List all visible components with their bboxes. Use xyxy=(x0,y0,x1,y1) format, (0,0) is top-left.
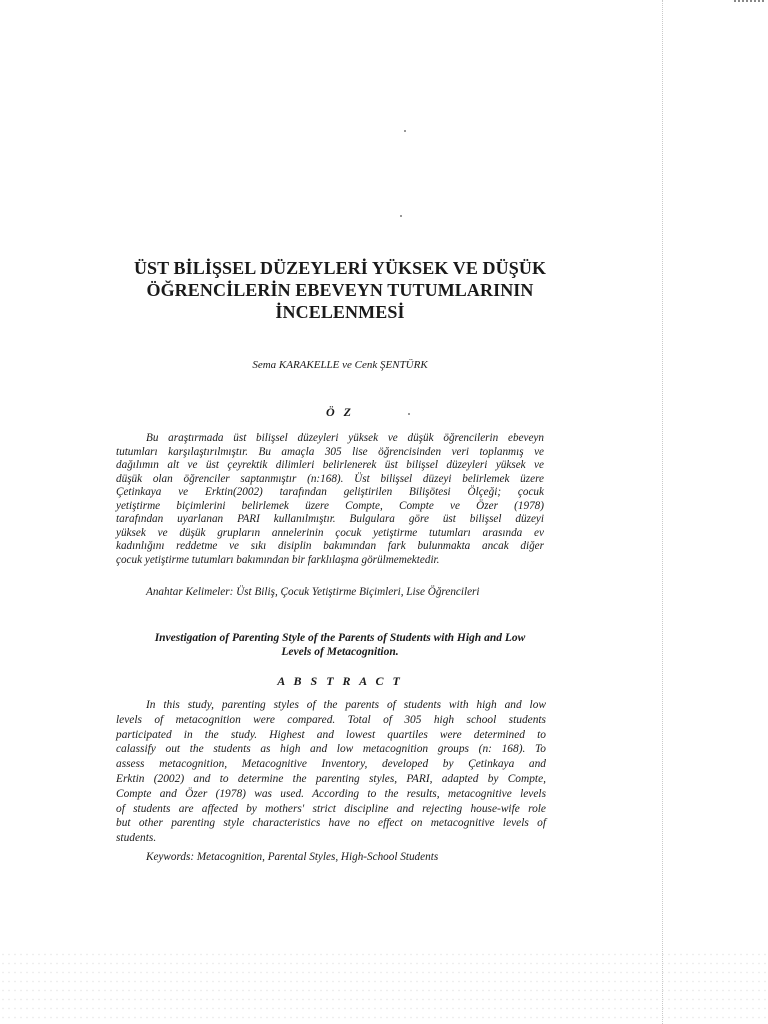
title-line: ÖĞRENCİLERİN EBEVEYN TUTUMLARININ xyxy=(146,280,534,300)
oz-line: çocuk yetiştirme tutumları bakımından bir farklılaşma görülmemektedir. xyxy=(116,553,440,566)
oz-line: dağılımın alt ve üst çeyrektik dilimleri belirlenerek üst bilişsel düzeyleri yüksek ve xyxy=(116,459,544,471)
paper-title xyxy=(80,257,600,323)
oz-line: tutumları karşılaştırılmıştır. Bu amaçla 305 lise öğrencisinden veri toplanmış ve xyxy=(116,445,544,458)
authors: Sema KARAKELLE ve Cenk ŞENTÜRK xyxy=(252,359,428,371)
oz-body xyxy=(116,432,544,567)
abstract-line: students. xyxy=(116,832,157,845)
title-line: ÜST BİLİŞSEL DÜZEYLERİ YÜKSEK VE DÜŞÜK xyxy=(133,258,547,278)
abstract-line: calassify out the students as high and low metacognition groups (n: 168). To xyxy=(116,743,546,756)
abstract-line: of students are affected by mothers' strict discipline and rejecting house-wife role xyxy=(116,802,546,815)
title-line: İNCELENMESİ xyxy=(275,302,405,322)
abstract-line: levels of metacognition were compared. Total of 305 high school students xyxy=(116,713,546,726)
abstract-line: participated in the study. Highest and lowest quartiles were determined to xyxy=(116,728,546,741)
oz-line: Çetinkaya ve Erktin(2002) tarafından geliştirilen Bilişötesi Ölçeği; çocuk xyxy=(116,486,544,498)
turkish-keywords: Anahtar Kelimeler: Üst Biliş, Çocuk Yetiştirme Biçimleri, Lise Öğrencileri xyxy=(146,586,480,598)
oz-line: düşük olan öğrenciler saptanmıştır (n:168). Üst bilişsel düzeyi belirlemek üzere xyxy=(116,472,544,485)
abstract-body xyxy=(116,698,546,846)
abstract-line: Compte and Özer (1978) was used. According to the results, metacognitive levels xyxy=(116,787,546,800)
abstract-line: assess metacognition, Metacognitive Inventory, developed by Çetinkaya and xyxy=(116,758,546,771)
oz-line: kadınlığını reddetme ve sıkı disiplin bakımından fark bulunmakta ancak diğer xyxy=(116,540,544,552)
scan-noise-strip xyxy=(0,950,768,1024)
english-keywords: Keywords: Metacognition, Parental Styles, High-School Students xyxy=(146,851,439,863)
english-title xyxy=(80,631,600,659)
oz-line: Bu araştırmada üst bilişsel düzeyleri yüksek ve düşük öğrencilerin ebeveyn xyxy=(146,432,544,444)
english-title-line: Levels of Metacognition. xyxy=(281,646,399,658)
english-title-line: Investigation of Parenting Style of the Parents of Students with High and Low xyxy=(154,632,526,644)
scan-speck xyxy=(400,215,402,217)
scan-corner-mark xyxy=(734,0,764,5)
page-edge-line xyxy=(662,0,663,1024)
scan-speck xyxy=(404,130,406,132)
oz-line: yüksek ve düşük grupların annelerinin çocuk yetiştirme tutumları arasında ev xyxy=(116,526,544,539)
abstract-line: In this study, parenting styles of the parents of students with high and low xyxy=(146,699,546,711)
abstract-line: but other parenting style characteristics have no effect on metacognitive levels of xyxy=(116,817,546,830)
oz-line: tarafından uyarlanan PARI kullanılmıştır. Bulgulara göre üst bilişsel düzeyi xyxy=(116,513,544,525)
abstract-line: Erktin (2002) and to determine the parenting styles, PARI, adapted by Compte, xyxy=(116,772,546,785)
oz-heading: Ö Z xyxy=(326,405,354,419)
oz-line: yetiştirme biçimlerini belirlemek üzere Compte, Compte ve Özer (1978) xyxy=(116,499,544,512)
abstract-heading: A B S T R A C T xyxy=(277,674,403,688)
